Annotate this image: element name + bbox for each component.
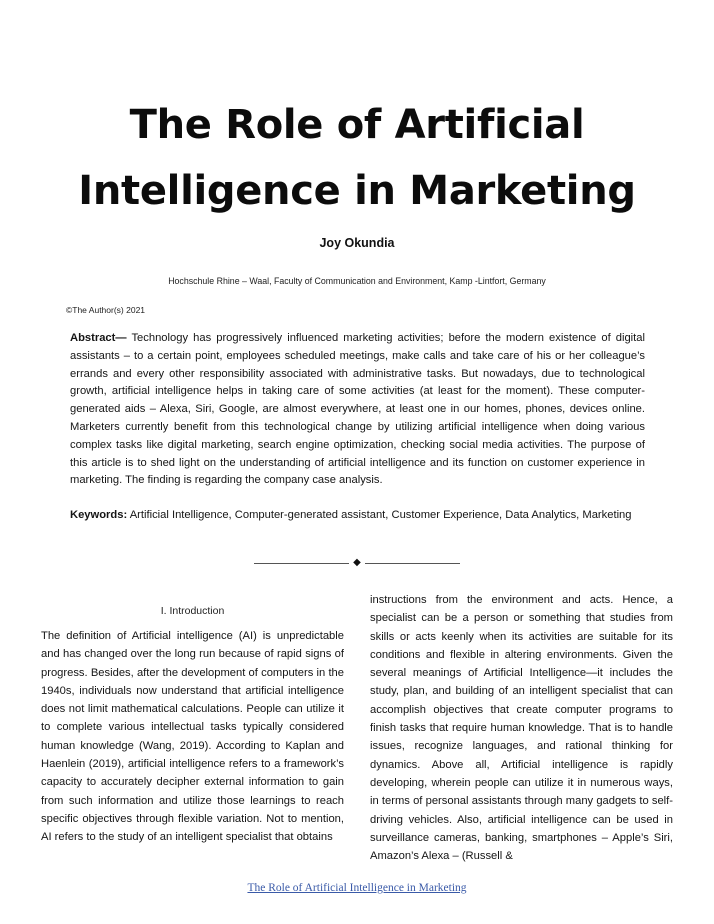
divider-line-right	[365, 563, 460, 564]
author-name: Joy Okundia	[319, 236, 395, 250]
copyright-notice: ©The Author(s) 2021	[66, 305, 146, 315]
keywords	[70, 507, 645, 525]
introduction-column-left: The definition of Artificial intelligence (AI) is unpredictable and has changed over the long run because of rapid signs of progress. Besides, after the development of computers in the 1940s, individuals now understand that artificial intelligence does not limit mathematical calculations. People can utilize it to complete various intellectual tasks typically considered human knowledge (Wang, 2019). According to Kaplan and Haenlein (2019), artificial intelligence refers to a framework’s capacity to accurately decipher external information to gain from such information and utilize those learnings to reach specific objectives through flexible variation. Not to mention, AI refers to the study of an intelligent specialist that obtains	[41, 630, 344, 844]
diamond-icon: ◆	[353, 557, 361, 568]
paper-title: The Role of Artificial Intelligence in Marketing	[78, 102, 636, 214]
footer-title-link[interactable]: The Role of Artificial Intelligence in Marketing	[247, 882, 467, 894]
abstract-label: Abstract—	[70, 332, 127, 344]
section-divider	[248, 557, 466, 569]
author-affiliation: Hochschule Rhine – Waal, Faculty of Communication and Environment, Kamp -Lintfort, Germany	[168, 276, 546, 286]
section-heading-introduction: I. Introduction	[160, 605, 225, 617]
introduction-column-right: instructions from the environment and acts. Hence, a specialist can be a person or something that studies from skills or acts keenly when its activities are suitable for its conditions and flexible in altering environments. Given the several meanings of Artificial Intelligence—it includes the study, plan, and building of an intelligent specialist that can accomplish objectives that create computer programs to finish tasks that require human knowledge. That is to handle issues, recognize languages, and rational thinking for dynamics. Above all, Artificial intelligence is rapidly developing, wherein people can utilize it in numerous ways, in terms of personal assistants through many gadgets to self-driving vehicles. Also, artificial intelligence can be used in surveillance cameras, banking, smartphones – Apple’s Siri, Amazon’s Alexa – (Russell &	[370, 594, 673, 863]
keywords-label: Keywords:	[70, 509, 128, 521]
divider-line-left	[254, 563, 349, 564]
keywords-text: Artificial Intelligence, Computer-generated assistant, Customer Experience, Data Analytics, Marketing	[127, 509, 632, 521]
abstract	[70, 330, 645, 490]
abstract-text: Technology has progressively influenced marketing activities; before the modern existence of digital assistants – to a certain point, employees scheduled meetings, make calls and take care of his or her colleague’s errands and every other responsibility associated with administrative tasks. But nowadays, due to technological growth, artificial intelligence helps in taking care of some activities (at least for the moment). These computer-generated aids – Alexa, Siri, Google, are almost everywhere, at least one in our homes, phones, devices online. Marketers currently benefit from this technological change by utilizing artificial intelligence when doing various complex tasks like digital marketing, search engine optimization, checking social media activities. The purpose of this article is to shed light on the understanding of artificial intelligence and its function on customer experience in marketing. The finding is regarding the company case analysis.	[70, 332, 645, 487]
